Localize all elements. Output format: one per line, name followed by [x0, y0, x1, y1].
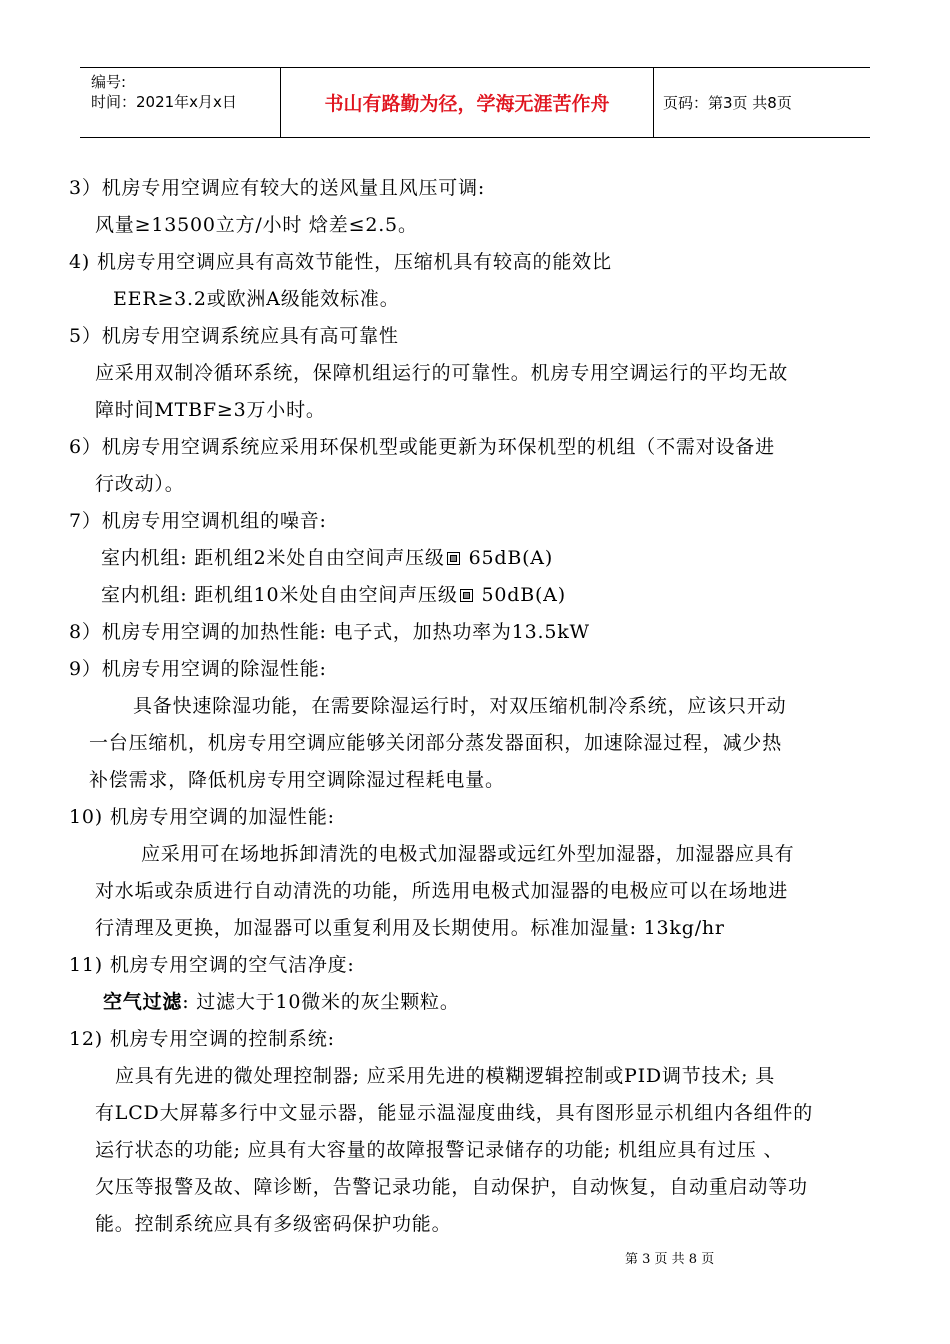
number-label: 编号: — [91, 73, 127, 91]
item-12-title: 12) 机房专用空调的控制系统: — [69, 1028, 335, 1050]
item-5-detail-2: 障时间MTBF≥3万小时。 — [95, 399, 326, 421]
item-6-title-cont: 行改动）。 — [95, 473, 185, 495]
item-5-detail-1: 应采用双制冷循环系统，保障机组运行的可靠性。机房专用空调运行的平均无故 — [95, 362, 789, 384]
page-header — [80, 67, 870, 138]
item-4-detail: EER≥3.2或欧洲A级能效标准。 — [113, 288, 400, 310]
item-9-detail-1: 具备快速除湿功能，在需要除湿运行时，对双压缩机制冷系统，应该只开动 — [133, 695, 787, 717]
air-filter-text: : 过滤大于10微米的灰尘颗粒。 — [182, 991, 460, 1013]
item-10-title: 10) 机房专用空调的加湿性能: — [69, 806, 335, 828]
item-11-title: 11) 机房专用空调的空气洁净度: — [69, 954, 355, 976]
item-12-detail-3: 运行状态的功能; 应具有大容量的故障报警记录储存的功能; 机组应具有过压 、 — [95, 1139, 784, 1161]
page-footer: 第 3 页 共 8 页 — [625, 1252, 715, 1267]
item-12-detail-4: 欠压等报警及故、障诊断，告警记录功能，自动保护，自动恢复，自动重启动等功 — [95, 1176, 808, 1198]
time-label: 时间：2021年x月x日 — [91, 93, 237, 111]
header-page-label: 页码：第3页 共8页 — [663, 94, 792, 112]
item-8-title: 8）机房专用空调的加热性能: 电子式，加热功率为13.5kW — [69, 621, 590, 643]
item-11-detail — [103, 989, 460, 1015]
header-page-cell — [654, 68, 870, 137]
item-10-detail-3: 行清理及更换，加湿器可以重复利用及长期使用。标准加湿量: 13kg/hr — [95, 917, 725, 939]
item-7-title: 7）机房专用空调机组的噪音: — [69, 510, 327, 532]
header-info-cell — [80, 68, 281, 137]
item-9-detail-3: 补偿需求，降低机房专用空调除湿过程耗电量。 — [89, 769, 505, 791]
item-12-detail-1: 应具有先进的微处理控制器; 应采用先进的模糊逻辑控制或PID调节技术; 具 — [115, 1065, 776, 1087]
unknown-glyph-box-icon — [460, 589, 473, 602]
item-12-detail-2: 有LCD大屏幕多行中文显示器，能显示温湿度曲线，具有图形显示机组内各组件的 — [95, 1102, 813, 1124]
item-3-title: 3）机房专用空调应有较大的送风量且风压可调: — [69, 177, 486, 199]
unknown-glyph-box-icon — [447, 552, 460, 565]
item-10-detail-1: 应采用可在场地拆卸清洗的电极式加湿器或远红外型加湿器，加湿器应具有 — [141, 843, 795, 865]
item-9-title: 9）机房专用空调的除湿性能: — [69, 658, 327, 680]
item-10-detail-2: 对水垢或杂质进行自动清洗的功能，所选用电极式加湿器的电极应可以在场地进 — [95, 880, 789, 902]
item-4-title: 4) 机房专用空调应具有高效节能性，压缩机具有较高的能效比 — [69, 251, 612, 273]
item-7-detail-1 — [101, 545, 553, 571]
item-6-title: 6）机房专用空调系统应采用环保机型或能更新为环保机型的机组（不需对设备进 — [69, 436, 775, 458]
item-3-detail: 风量≥13500立方/小时 焓差≤2.5。 — [95, 214, 418, 236]
noise-line-2-text: 室内机组: 距机组10米处自由空间声压级 — [101, 584, 458, 606]
noise-line-2-value: 50dB(A) — [481, 584, 566, 606]
noise-line-1-value: 65dB(A) — [468, 547, 554, 569]
item-12-detail-5: 能。控制系统应具有多级密码保护功能。 — [95, 1213, 452, 1235]
item-5-title: 5）机房专用空调系统应具有高可靠性 — [69, 325, 399, 347]
item-7-detail-2 — [101, 582, 566, 608]
air-filter-label: 空气过滤 — [103, 991, 183, 1013]
noise-line-1-text: 室内机组: 距机组2米处自由空间声压级 — [101, 547, 445, 569]
header-motto: 书山有路勤为径，学海无涯苦作舟 — [281, 68, 654, 137]
item-9-detail-2: 一台压缩机，机房专用空调应能够关闭部分蒸发器面积，加速除湿过程，减少热 — [89, 732, 783, 754]
